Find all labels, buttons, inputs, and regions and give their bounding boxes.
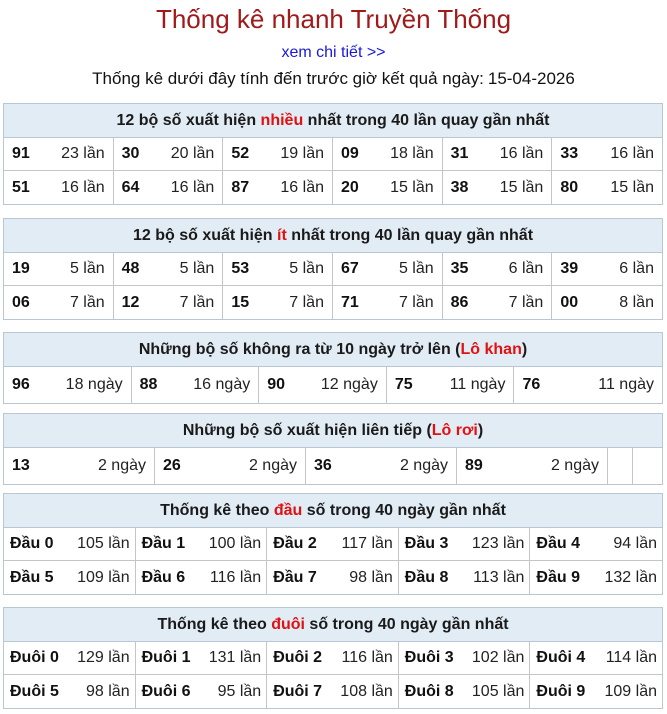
stat-cell [443, 171, 553, 204]
stat-number: Đầu 2 [273, 535, 317, 552]
stat-count: 116 lần [209, 568, 262, 586]
stats-note-text: Thống kê dưới đây tính đến trước giờ kết quả ngày: [92, 69, 484, 88]
stat-number: Đầu 6 [141, 568, 186, 586]
stat-cell [4, 138, 114, 171]
stat-number: Đầu 4 [536, 535, 580, 552]
stat-cell [552, 253, 662, 286]
stat-number: Đuôi 3 [404, 649, 454, 666]
stat-count: 8 lần [619, 293, 654, 311]
stat-number: 71 [340, 293, 359, 311]
stat-number: 06 [12, 293, 30, 311]
stat-count: 109 lần [604, 682, 657, 700]
stat-count: 7 lần [69, 293, 105, 311]
stat-number: 86 [450, 293, 469, 311]
lo-khan-title-a: Những bộ số không ra từ 10 ngày trở lên ( [138, 341, 461, 358]
stat-number: Đầu 7 [273, 568, 317, 586]
stat-number: 53 [231, 260, 250, 277]
stat-cell [530, 528, 662, 561]
stat-cell [4, 171, 114, 204]
stat-cell [223, 138, 333, 171]
stat-number: 64 [121, 178, 140, 196]
stat-cell [457, 448, 608, 484]
stat-number: Đuôi 1 [141, 649, 191, 666]
stat-number: 76 [522, 376, 541, 393]
stat-cell [387, 367, 515, 403]
stat-count: 102 lần [471, 649, 525, 666]
stat-count: 7 lần [179, 293, 215, 311]
stat-cell [443, 286, 553, 319]
stat-number: Đầu 0 [10, 535, 54, 552]
stat-number: Đuôi 4 [536, 649, 586, 666]
stat-number: Đuôi 7 [273, 682, 323, 700]
stat-number: 36 [314, 457, 332, 474]
stat-number: Đầu 9 [536, 568, 580, 586]
stat-count: 20 lần [170, 145, 215, 162]
stat-count: 131 lần [208, 649, 262, 666]
page-title: Thống kê nhanh Truyền Thống [155, 4, 512, 34]
stat-cell [443, 138, 553, 171]
least-frequent-title-b: nhất trong 40 lần quay gần nhất [286, 227, 534, 244]
detail-link[interactable]: xem chi tiết >> [281, 44, 386, 61]
stat-count: 7 lần [398, 293, 434, 311]
stat-cell [136, 675, 268, 708]
most-frequent-header [4, 104, 662, 138]
stat-cell [4, 528, 136, 561]
stat-cell [4, 561, 136, 594]
stat-cell [223, 253, 333, 286]
lo-khan-row [4, 367, 662, 403]
stat-number: Đầu 1 [141, 535, 186, 552]
least-frequent-grid [4, 253, 662, 319]
stat-cell [259, 367, 387, 403]
lo-khan-header [4, 333, 662, 367]
stat-cell [4, 675, 136, 708]
stat-number: 88 [139, 376, 158, 393]
stat-number: 12 [121, 293, 140, 311]
stats-note-date: 15-04-2026 [487, 69, 575, 88]
stat-count: 113 lần [473, 568, 525, 586]
stat-cell [399, 528, 531, 561]
stat-count: 105 lần [77, 535, 130, 552]
stat-count: 16 lần [499, 145, 544, 162]
stat-count: 16 lần [61, 178, 105, 196]
stat-cell [4, 253, 114, 286]
empty-cell [633, 448, 660, 484]
stat-number: 91 [12, 145, 30, 162]
duoi-title-a: Thống kê theo [157, 616, 272, 633]
stat-number: Đầu 5 [10, 568, 54, 586]
stat-cell [552, 171, 662, 204]
stat-number: Đuôi 5 [10, 682, 59, 700]
lo-khan-title-highlight: Lô khan [460, 341, 522, 358]
duoi-title-highlight: đuôi [271, 616, 305, 633]
stat-cell [136, 528, 268, 561]
lo-khan-section [3, 332, 663, 404]
stat-cell [399, 561, 531, 594]
dau-section [3, 493, 663, 595]
stat-count: 23 lần [61, 145, 105, 162]
stat-cell [333, 138, 443, 171]
stat-number: 75 [394, 376, 413, 393]
stat-count: 16 ngày [193, 376, 251, 393]
stat-cell [114, 138, 224, 171]
stat-count: 16 lần [170, 178, 215, 196]
stat-count: 6 lần [508, 260, 544, 277]
stat-number: Đuôi 9 [536, 682, 586, 700]
empty-cell [608, 448, 633, 484]
stat-cell [552, 138, 662, 171]
stat-cell [530, 675, 662, 708]
stat-cell [4, 286, 114, 319]
lo-roi-header [4, 414, 662, 448]
stat-cell [443, 253, 553, 286]
stat-number: 89 [465, 457, 483, 474]
stat-count: 11 ngày [598, 376, 654, 393]
stat-number: 13 [12, 457, 30, 474]
stat-cell [155, 448, 306, 484]
stat-count: 18 lần [390, 145, 434, 162]
stat-cell [333, 171, 443, 204]
stat-cell [4, 448, 155, 484]
most-frequent-title-b: nhất trong 40 lần quay gần nhất [303, 112, 550, 129]
stat-number: Đuôi 0 [10, 649, 59, 666]
stat-number: 20 [340, 178, 359, 196]
stat-cell [333, 253, 443, 286]
stat-number: 15 [231, 293, 250, 311]
stat-number: 80 [560, 178, 579, 196]
dau-header [4, 494, 662, 528]
stat-count: 5 lần [69, 260, 105, 277]
stat-number: 00 [560, 293, 579, 311]
stat-count: 5 lần [179, 260, 215, 277]
stat-cell [267, 561, 399, 594]
stat-number: Đầu 3 [404, 535, 449, 552]
stat-cell [4, 642, 136, 675]
stat-cell [552, 286, 662, 319]
lo-roi-title-highlight: Lô rơi [431, 422, 478, 439]
stats-note [0, 69, 667, 89]
stat-cell [267, 675, 399, 708]
stat-count: 5 lần [289, 260, 324, 277]
stat-number: 51 [12, 178, 30, 196]
stat-cell [223, 171, 333, 204]
stat-count: 6 lần [619, 260, 654, 277]
most-frequent-section [3, 103, 663, 205]
stat-number: 26 [163, 457, 181, 474]
stat-number: 31 [450, 145, 469, 162]
lo-roi-title-b: ) [477, 422, 484, 439]
stat-count: 7 lần [289, 293, 324, 311]
stat-cell [399, 642, 531, 675]
stat-count: 12 ngày [320, 376, 378, 393]
stat-number: 35 [450, 260, 469, 277]
most-frequent-grid [4, 138, 662, 204]
stat-number: 33 [560, 145, 579, 162]
stat-cell [530, 561, 662, 594]
lo-roi-section [3, 413, 663, 485]
stat-number: 39 [560, 260, 579, 277]
stat-count: 2 ngày [248, 457, 297, 474]
stat-cell [333, 286, 443, 319]
stat-count: 129 lần [77, 649, 130, 666]
stat-count: 123 lần [471, 535, 525, 552]
lo-khan-title-b: ) [521, 341, 528, 358]
stat-count: 98 lần [349, 568, 393, 586]
stat-cell [399, 675, 531, 708]
stat-count: 95 lần [217, 682, 262, 700]
stat-number: 90 [267, 376, 286, 393]
stat-cell [136, 561, 268, 594]
most-frequent-title-a: 12 bộ số xuất hiện [116, 112, 261, 129]
lo-roi-row [4, 448, 662, 484]
stat-number: 52 [231, 145, 250, 162]
stat-cell [4, 367, 132, 403]
least-frequent-header [4, 219, 662, 253]
most-frequent-title-highlight: nhiều [260, 112, 304, 129]
duoi-grid [4, 642, 662, 708]
stat-count: 7 lần [508, 293, 544, 311]
stat-cell [114, 253, 224, 286]
stat-cell [306, 448, 457, 484]
stat-count: 117 lần [341, 535, 393, 552]
stat-cell [114, 286, 224, 319]
dau-title-highlight: đầu [273, 502, 303, 519]
least-frequent-title-highlight: ít [277, 227, 287, 244]
stat-count: 2 ngày [97, 457, 146, 474]
stat-number: 38 [450, 178, 469, 196]
stat-number: 96 [12, 376, 30, 393]
lo-roi-title-a: Những bộ số xuất hiện liên tiếp ( [182, 422, 432, 439]
stat-number: Đuôi 8 [404, 682, 454, 700]
dau-title-a: Thống kê theo [160, 502, 274, 519]
stat-number: 19 [12, 260, 30, 277]
stat-count: 100 lần [208, 535, 262, 552]
dau-title-b: số trong 40 ngày gần nhất [302, 502, 506, 519]
stat-count: 114 lần [605, 649, 657, 666]
least-frequent-section [3, 218, 663, 320]
duoi-title-b: số trong 40 ngày gần nhất [304, 616, 509, 633]
stat-count: 98 lần [86, 682, 130, 700]
stat-number: Đuôi 2 [273, 649, 323, 666]
stat-cell [114, 171, 224, 204]
stat-number: 67 [340, 260, 359, 277]
stat-cell [132, 367, 260, 403]
stat-number: Đuôi 6 [141, 682, 191, 700]
stat-cell [514, 367, 662, 403]
stat-count: 2 ngày [399, 457, 448, 474]
stat-count: 16 lần [280, 178, 324, 196]
stat-number: Đầu 8 [404, 568, 449, 586]
stat-number: 87 [231, 178, 250, 196]
stat-count: 16 lần [610, 145, 654, 162]
stat-cell [530, 642, 662, 675]
stat-count: 15 lần [390, 178, 434, 196]
stat-count: 11 ngày [449, 376, 506, 393]
stat-count: 15 lần [610, 178, 654, 196]
stat-cell [136, 642, 268, 675]
stat-number: 09 [340, 145, 359, 162]
dau-grid [4, 528, 662, 594]
stat-count: 116 lần [341, 649, 393, 666]
stat-cell [267, 642, 399, 675]
duoi-section [3, 607, 663, 709]
stat-count: 5 lần [398, 260, 434, 277]
stat-count: 109 lần [77, 568, 130, 586]
stat-count: 18 ngày [65, 376, 123, 393]
least-frequent-title-a: 12 bộ số xuất hiện [132, 227, 277, 244]
stat-count: 108 lần [340, 682, 393, 700]
stat-count: 105 lần [471, 682, 525, 700]
stat-count: 19 lần [280, 145, 324, 162]
stat-cell [267, 528, 399, 561]
stat-count: 132 lần [604, 568, 657, 586]
stat-count: 2 ngày [550, 457, 599, 474]
stat-count: 94 lần [613, 535, 657, 552]
stat-number: 48 [121, 260, 140, 277]
duoi-header [4, 608, 662, 642]
stat-cell [223, 286, 333, 319]
stat-count: 15 lần [499, 178, 544, 196]
stat-number: 30 [121, 145, 140, 162]
